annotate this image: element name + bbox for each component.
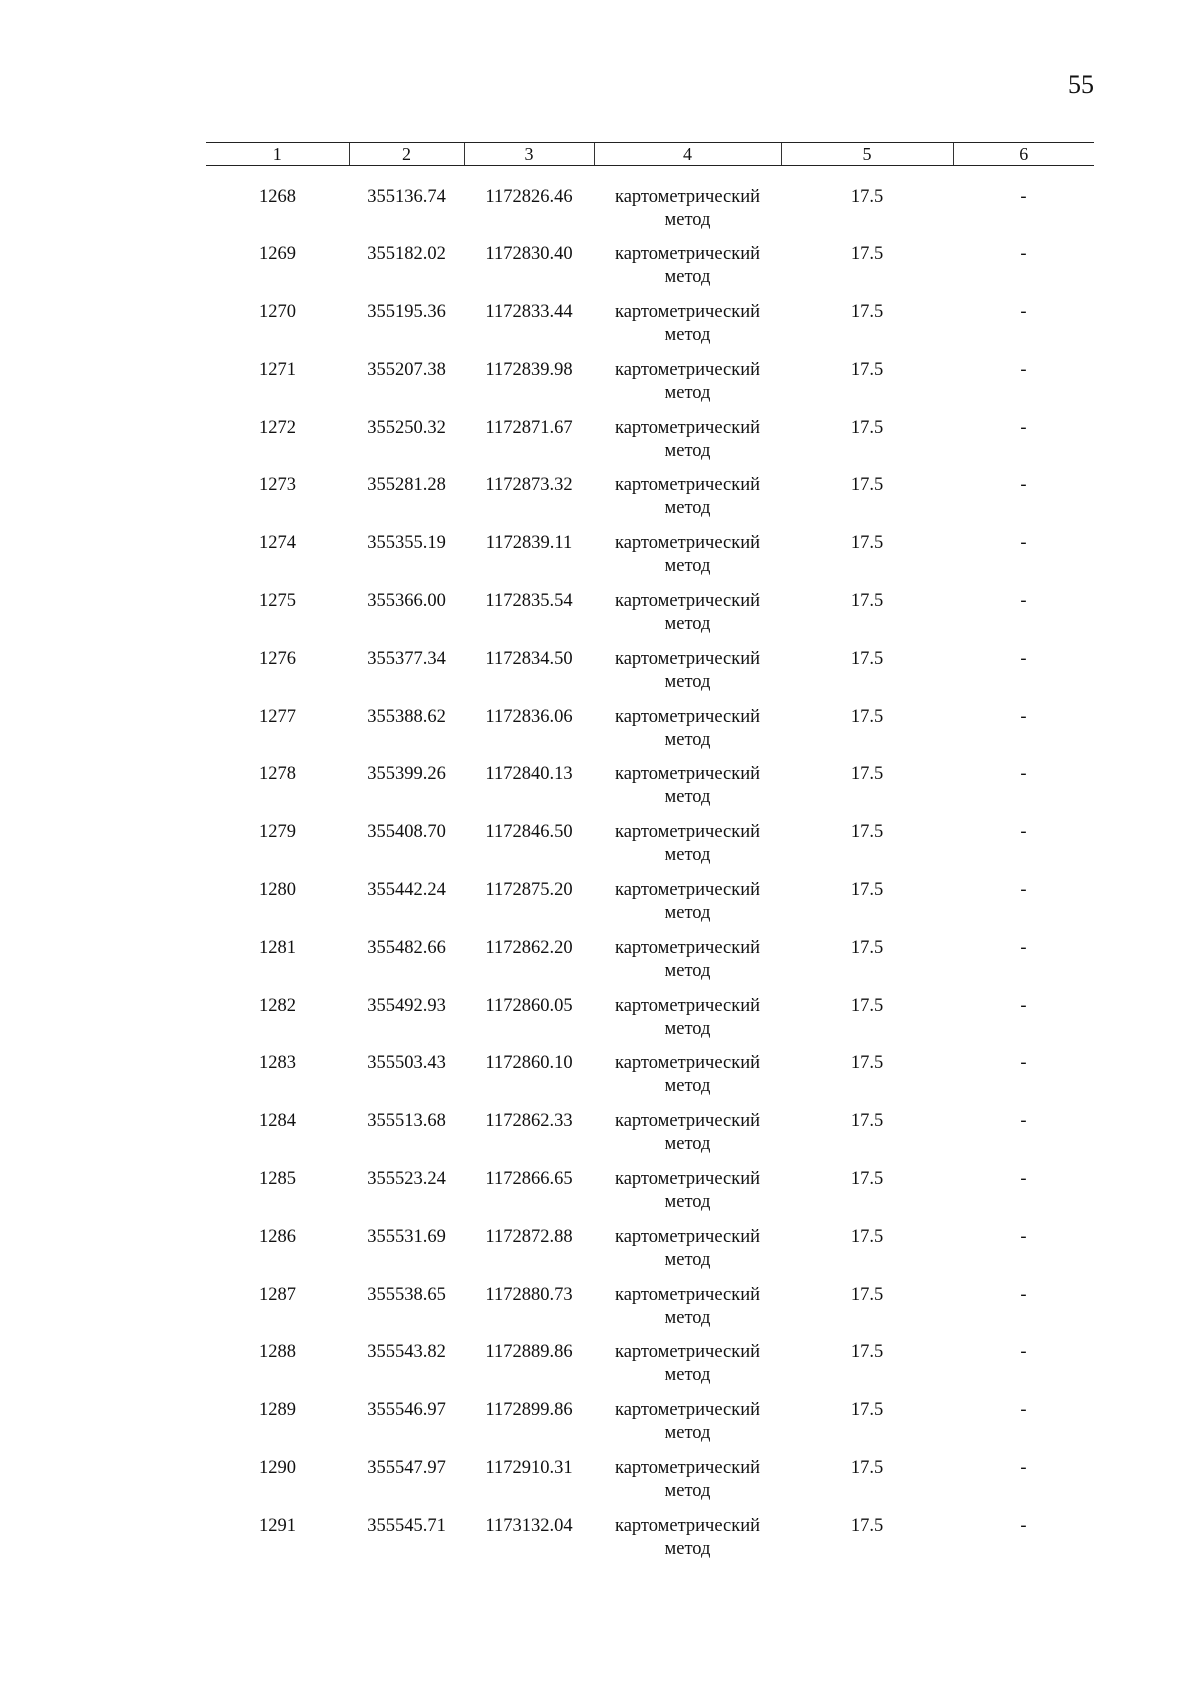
note-cell: - <box>1020 1342 1027 1363</box>
x-coordinate-cell: 355408.70 <box>367 822 446 843</box>
x-coordinate-cell: 355531.69 <box>367 1226 446 1247</box>
note-cell: - <box>1020 244 1027 265</box>
note-cell: - <box>1020 706 1027 727</box>
method-line-2: метод <box>664 1018 711 1039</box>
y-coordinate-cell: 1172839.11 <box>485 533 573 554</box>
method-line-1: картометрический <box>614 937 761 958</box>
point-number-cell: 1272 <box>259 417 296 438</box>
point-number-cell: 1275 <box>259 591 296 612</box>
method-cell <box>594 1226 781 1284</box>
y-coordinate-cell: 1172872.88 <box>485 1226 573 1247</box>
method-line-2: метод <box>664 845 711 866</box>
x-coordinate-cell: 355195.36 <box>367 302 446 323</box>
point-number-cell: 1276 <box>259 648 296 669</box>
table-row <box>206 648 1094 706</box>
method-line-1: картометрический <box>614 822 761 843</box>
table-row <box>206 359 1094 417</box>
method-line-2: метод <box>664 1134 711 1155</box>
accuracy-cell: 17.5 <box>850 1342 884 1363</box>
method-line-2: метод <box>664 614 711 635</box>
table-row <box>206 1168 1094 1226</box>
note-cell: - <box>1020 417 1027 438</box>
table-row <box>206 995 1094 1053</box>
method-line-1: картометрический <box>614 533 761 554</box>
accuracy-cell: 17.5 <box>850 475 884 496</box>
method-line-2: метод <box>664 556 711 577</box>
method-line-2: метод <box>664 1481 711 1502</box>
x-coordinate-cell: 355281.28 <box>367 475 446 496</box>
accuracy-cell: 17.5 <box>850 822 884 843</box>
y-coordinate-cell: 1172840.13 <box>485 764 573 785</box>
point-number-cell: 1286 <box>259 1226 296 1247</box>
table-row <box>206 879 1094 937</box>
method-line-2: метод <box>664 440 711 461</box>
table-row <box>206 417 1094 475</box>
table-row <box>206 1399 1094 1457</box>
method-line-2: метод <box>664 267 711 288</box>
note-cell: - <box>1020 822 1027 843</box>
method-line-1: картометрический <box>614 764 761 785</box>
method-cell <box>594 1515 781 1573</box>
point-number-cell: 1279 <box>259 822 296 843</box>
note-cell: - <box>1020 1284 1027 1305</box>
method-line-1: картометрический <box>614 1284 761 1305</box>
column-header-2: 2 <box>349 143 464 166</box>
table-header <box>206 143 1094 166</box>
method-cell <box>594 1284 781 1342</box>
method-cell <box>594 937 781 995</box>
method-line-2: метод <box>664 1192 711 1213</box>
x-coordinate-cell: 355377.34 <box>367 648 446 669</box>
table-body <box>206 166 1094 1573</box>
x-coordinate-cell: 355482.66 <box>367 937 446 958</box>
x-coordinate-cell: 355492.93 <box>367 995 446 1016</box>
method-line-2: метод <box>664 210 711 230</box>
method-cell <box>594 1052 781 1110</box>
y-coordinate-cell: 1172830.40 <box>485 244 573 265</box>
header-row <box>206 143 1094 166</box>
x-coordinate-cell: 355547.97 <box>367 1458 446 1479</box>
table-row <box>206 1052 1094 1110</box>
y-coordinate-cell: 1172833.44 <box>485 302 573 323</box>
x-coordinate-cell: 355355.19 <box>367 533 446 554</box>
note-cell: - <box>1020 187 1027 207</box>
point-number-cell: 1271 <box>259 359 296 380</box>
x-coordinate-cell: 355513.68 <box>367 1111 446 1132</box>
y-coordinate-cell: 1172871.67 <box>485 417 573 438</box>
accuracy-cell: 17.5 <box>850 1053 884 1074</box>
x-coordinate-cell: 355399.26 <box>367 764 446 785</box>
point-number-cell: 1274 <box>259 533 296 554</box>
method-line-1: картометрический <box>614 1053 761 1074</box>
method-line-1: картометрический <box>614 880 761 901</box>
x-coordinate-cell: 355182.02 <box>367 244 446 265</box>
accuracy-cell: 17.5 <box>850 1284 884 1305</box>
point-number-cell: 1283 <box>259 1053 296 1074</box>
method-line-2: метод <box>664 1538 711 1559</box>
method-line-1: картометрический <box>614 995 761 1016</box>
y-coordinate-cell: 1172834.50 <box>485 648 573 669</box>
accuracy-cell: 17.5 <box>850 1169 884 1190</box>
y-coordinate-cell: 1172839.98 <box>485 359 573 380</box>
table-row <box>206 821 1094 879</box>
method-cell <box>594 1168 781 1226</box>
point-number-cell: 1281 <box>259 937 296 958</box>
accuracy-cell: 17.5 <box>850 1111 884 1132</box>
table-row <box>206 706 1094 764</box>
x-coordinate-cell: 355523.24 <box>367 1169 446 1190</box>
method-cell <box>594 243 781 301</box>
y-coordinate-cell: 1173132.04 <box>485 1515 573 1536</box>
table-row <box>206 763 1094 821</box>
x-coordinate-cell: 355136.74 <box>367 187 446 207</box>
point-number-cell: 1268 <box>259 187 296 207</box>
table-row <box>206 1284 1094 1342</box>
y-coordinate-cell: 1172862.20 <box>485 937 573 958</box>
y-coordinate-cell: 1172826.46 <box>485 187 573 207</box>
note-cell: - <box>1020 533 1027 554</box>
accuracy-cell: 17.5 <box>850 417 884 438</box>
method-line-2: метод <box>664 960 711 981</box>
method-cell <box>594 474 781 532</box>
point-number-cell: 1273 <box>259 475 296 496</box>
note-cell: - <box>1020 359 1027 380</box>
column-header-4: 4 <box>594 143 781 166</box>
note-cell: - <box>1020 1053 1027 1074</box>
method-line-1: картометрический <box>614 187 761 207</box>
method-line-1: картометрический <box>614 1400 761 1421</box>
method-cell <box>594 995 781 1053</box>
method-line-2: метод <box>664 325 711 346</box>
method-line-2: метод <box>664 1249 711 1270</box>
accuracy-cell: 17.5 <box>850 764 884 785</box>
accuracy-cell: 17.5 <box>850 880 884 901</box>
coordinates-table <box>206 142 1094 1573</box>
method-cell <box>594 359 781 417</box>
accuracy-cell: 17.5 <box>850 591 884 612</box>
method-line-2: метод <box>664 498 711 519</box>
method-line-1: картометрический <box>614 591 761 612</box>
table-row <box>206 532 1094 590</box>
point-number-cell: 1287 <box>259 1284 296 1305</box>
y-coordinate-cell: 1172846.50 <box>485 822 573 843</box>
column-header-5: 5 <box>781 143 953 166</box>
table-row <box>206 474 1094 532</box>
y-coordinate-cell: 1172866.65 <box>485 1169 573 1190</box>
note-cell: - <box>1020 1169 1027 1190</box>
note-cell: - <box>1020 880 1027 901</box>
note-cell: - <box>1020 1400 1027 1421</box>
column-header-3: 3 <box>464 143 594 166</box>
table-row <box>206 1226 1094 1284</box>
accuracy-cell: 17.5 <box>850 244 884 265</box>
method-line-1: картометрический <box>614 302 761 323</box>
point-number-cell: 1291 <box>259 1515 296 1536</box>
table-row <box>206 1110 1094 1168</box>
accuracy-cell: 17.5 <box>850 1400 884 1421</box>
y-coordinate-cell: 1172910.31 <box>485 1458 573 1479</box>
x-coordinate-cell: 355503.43 <box>367 1053 446 1074</box>
method-line-1: картометрический <box>614 1515 761 1536</box>
method-cell <box>594 648 781 706</box>
method-cell <box>594 1399 781 1457</box>
x-coordinate-cell: 355250.32 <box>367 417 446 438</box>
x-coordinate-cell: 355207.38 <box>367 359 446 380</box>
table-row <box>206 1341 1094 1399</box>
note-cell: - <box>1020 937 1027 958</box>
note-cell: - <box>1020 995 1027 1016</box>
accuracy-cell: 17.5 <box>850 1226 884 1247</box>
y-coordinate-cell: 1172835.54 <box>485 591 573 612</box>
method-line-1: картометрический <box>614 706 761 727</box>
method-line-1: картометрический <box>614 1342 761 1363</box>
accuracy-cell: 17.5 <box>850 648 884 669</box>
table-row <box>206 1515 1094 1573</box>
accuracy-cell: 17.5 <box>850 533 884 554</box>
point-number-cell: 1282 <box>259 995 296 1016</box>
method-line-2: метод <box>664 903 711 924</box>
method-line-2: метод <box>664 1307 711 1328</box>
method-cell <box>594 1457 781 1515</box>
method-line-1: картометрический <box>614 359 761 380</box>
y-coordinate-cell: 1172875.20 <box>485 880 573 901</box>
accuracy-cell: 17.5 <box>850 1458 884 1479</box>
x-coordinate-cell: 355545.71 <box>367 1515 446 1536</box>
method-line-2: метод <box>664 382 711 403</box>
table-row <box>206 1457 1094 1515</box>
method-line-1: картометрический <box>614 244 761 265</box>
point-number-cell: 1288 <box>259 1342 296 1363</box>
method-line-1: картометрический <box>614 1111 761 1132</box>
accuracy-cell: 17.5 <box>850 302 884 323</box>
method-cell <box>594 166 781 244</box>
method-cell <box>594 417 781 475</box>
y-coordinate-cell: 1172860.05 <box>485 995 573 1016</box>
accuracy-cell: 17.5 <box>850 706 884 727</box>
method-line-1: картометрический <box>614 417 761 438</box>
method-cell <box>594 532 781 590</box>
y-coordinate-cell: 1172873.32 <box>485 475 573 496</box>
method-cell <box>594 821 781 879</box>
note-cell: - <box>1020 648 1027 669</box>
method-line-2: метод <box>664 671 711 692</box>
accuracy-cell: 17.5 <box>850 995 884 1016</box>
note-cell: - <box>1020 475 1027 496</box>
x-coordinate-cell: 355543.82 <box>367 1342 446 1363</box>
method-line-2: метод <box>664 787 711 808</box>
accuracy-cell: 17.5 <box>850 187 884 207</box>
y-coordinate-cell: 1172860.10 <box>485 1053 573 1074</box>
y-coordinate-cell: 1172889.86 <box>485 1342 573 1363</box>
point-number-cell: 1277 <box>259 706 296 727</box>
note-cell: - <box>1020 591 1027 612</box>
method-line-2: метод <box>664 729 711 750</box>
method-cell <box>594 301 781 359</box>
point-number-cell: 1289 <box>259 1400 296 1421</box>
accuracy-cell: 17.5 <box>850 1515 884 1536</box>
note-cell: - <box>1020 1111 1027 1132</box>
x-coordinate-cell: 355388.62 <box>367 706 446 727</box>
method-line-2: метод <box>664 1076 711 1097</box>
accuracy-cell: 17.5 <box>850 359 884 380</box>
method-line-1: картометрический <box>614 475 761 496</box>
x-coordinate-cell: 355442.24 <box>367 880 446 901</box>
method-line-1: картометрический <box>614 1458 761 1479</box>
note-cell: - <box>1020 764 1027 785</box>
method-cell <box>594 1110 781 1168</box>
table-row <box>206 301 1094 359</box>
point-number-cell: 1280 <box>259 880 296 901</box>
point-number-cell: 1284 <box>259 1111 296 1132</box>
page-number: 55 <box>1068 70 1094 99</box>
table-row <box>206 590 1094 648</box>
point-number-cell: 1290 <box>259 1458 296 1479</box>
y-coordinate-cell: 1172836.06 <box>485 706 573 727</box>
point-number-cell: 1269 <box>259 244 296 265</box>
method-cell <box>594 706 781 764</box>
method-line-1: картометрический <box>614 648 761 669</box>
table-row <box>206 937 1094 995</box>
x-coordinate-cell: 355366.00 <box>367 591 446 612</box>
method-line-2: метод <box>664 1423 711 1444</box>
method-cell <box>594 1341 781 1399</box>
method-line-1: картометрический <box>614 1226 761 1247</box>
note-cell: - <box>1020 302 1027 323</box>
method-line-2: метод <box>664 1365 711 1386</box>
x-coordinate-cell: 355546.97 <box>367 1400 446 1421</box>
accuracy-cell: 17.5 <box>850 937 884 958</box>
method-line-1: картометрический <box>614 1169 761 1190</box>
y-coordinate-cell: 1172899.86 <box>485 1400 573 1421</box>
note-cell: - <box>1020 1515 1027 1536</box>
point-number-cell: 1285 <box>259 1169 296 1190</box>
y-coordinate-cell: 1172862.33 <box>485 1111 573 1132</box>
x-coordinate-cell: 355538.65 <box>367 1284 446 1305</box>
table-row <box>206 166 1094 244</box>
method-cell <box>594 763 781 821</box>
point-number-cell: 1278 <box>259 764 296 785</box>
note-cell: - <box>1020 1226 1027 1247</box>
method-cell <box>594 879 781 937</box>
point-number-cell: 1270 <box>259 302 296 323</box>
note-cell: - <box>1020 1458 1027 1479</box>
coordinates-table-container <box>206 142 1094 1573</box>
column-header-6: 6 <box>953 143 1094 166</box>
y-coordinate-cell: 1172880.73 <box>485 1284 573 1305</box>
table-row <box>206 243 1094 301</box>
method-cell <box>594 590 781 648</box>
column-header-1: 1 <box>206 143 349 166</box>
